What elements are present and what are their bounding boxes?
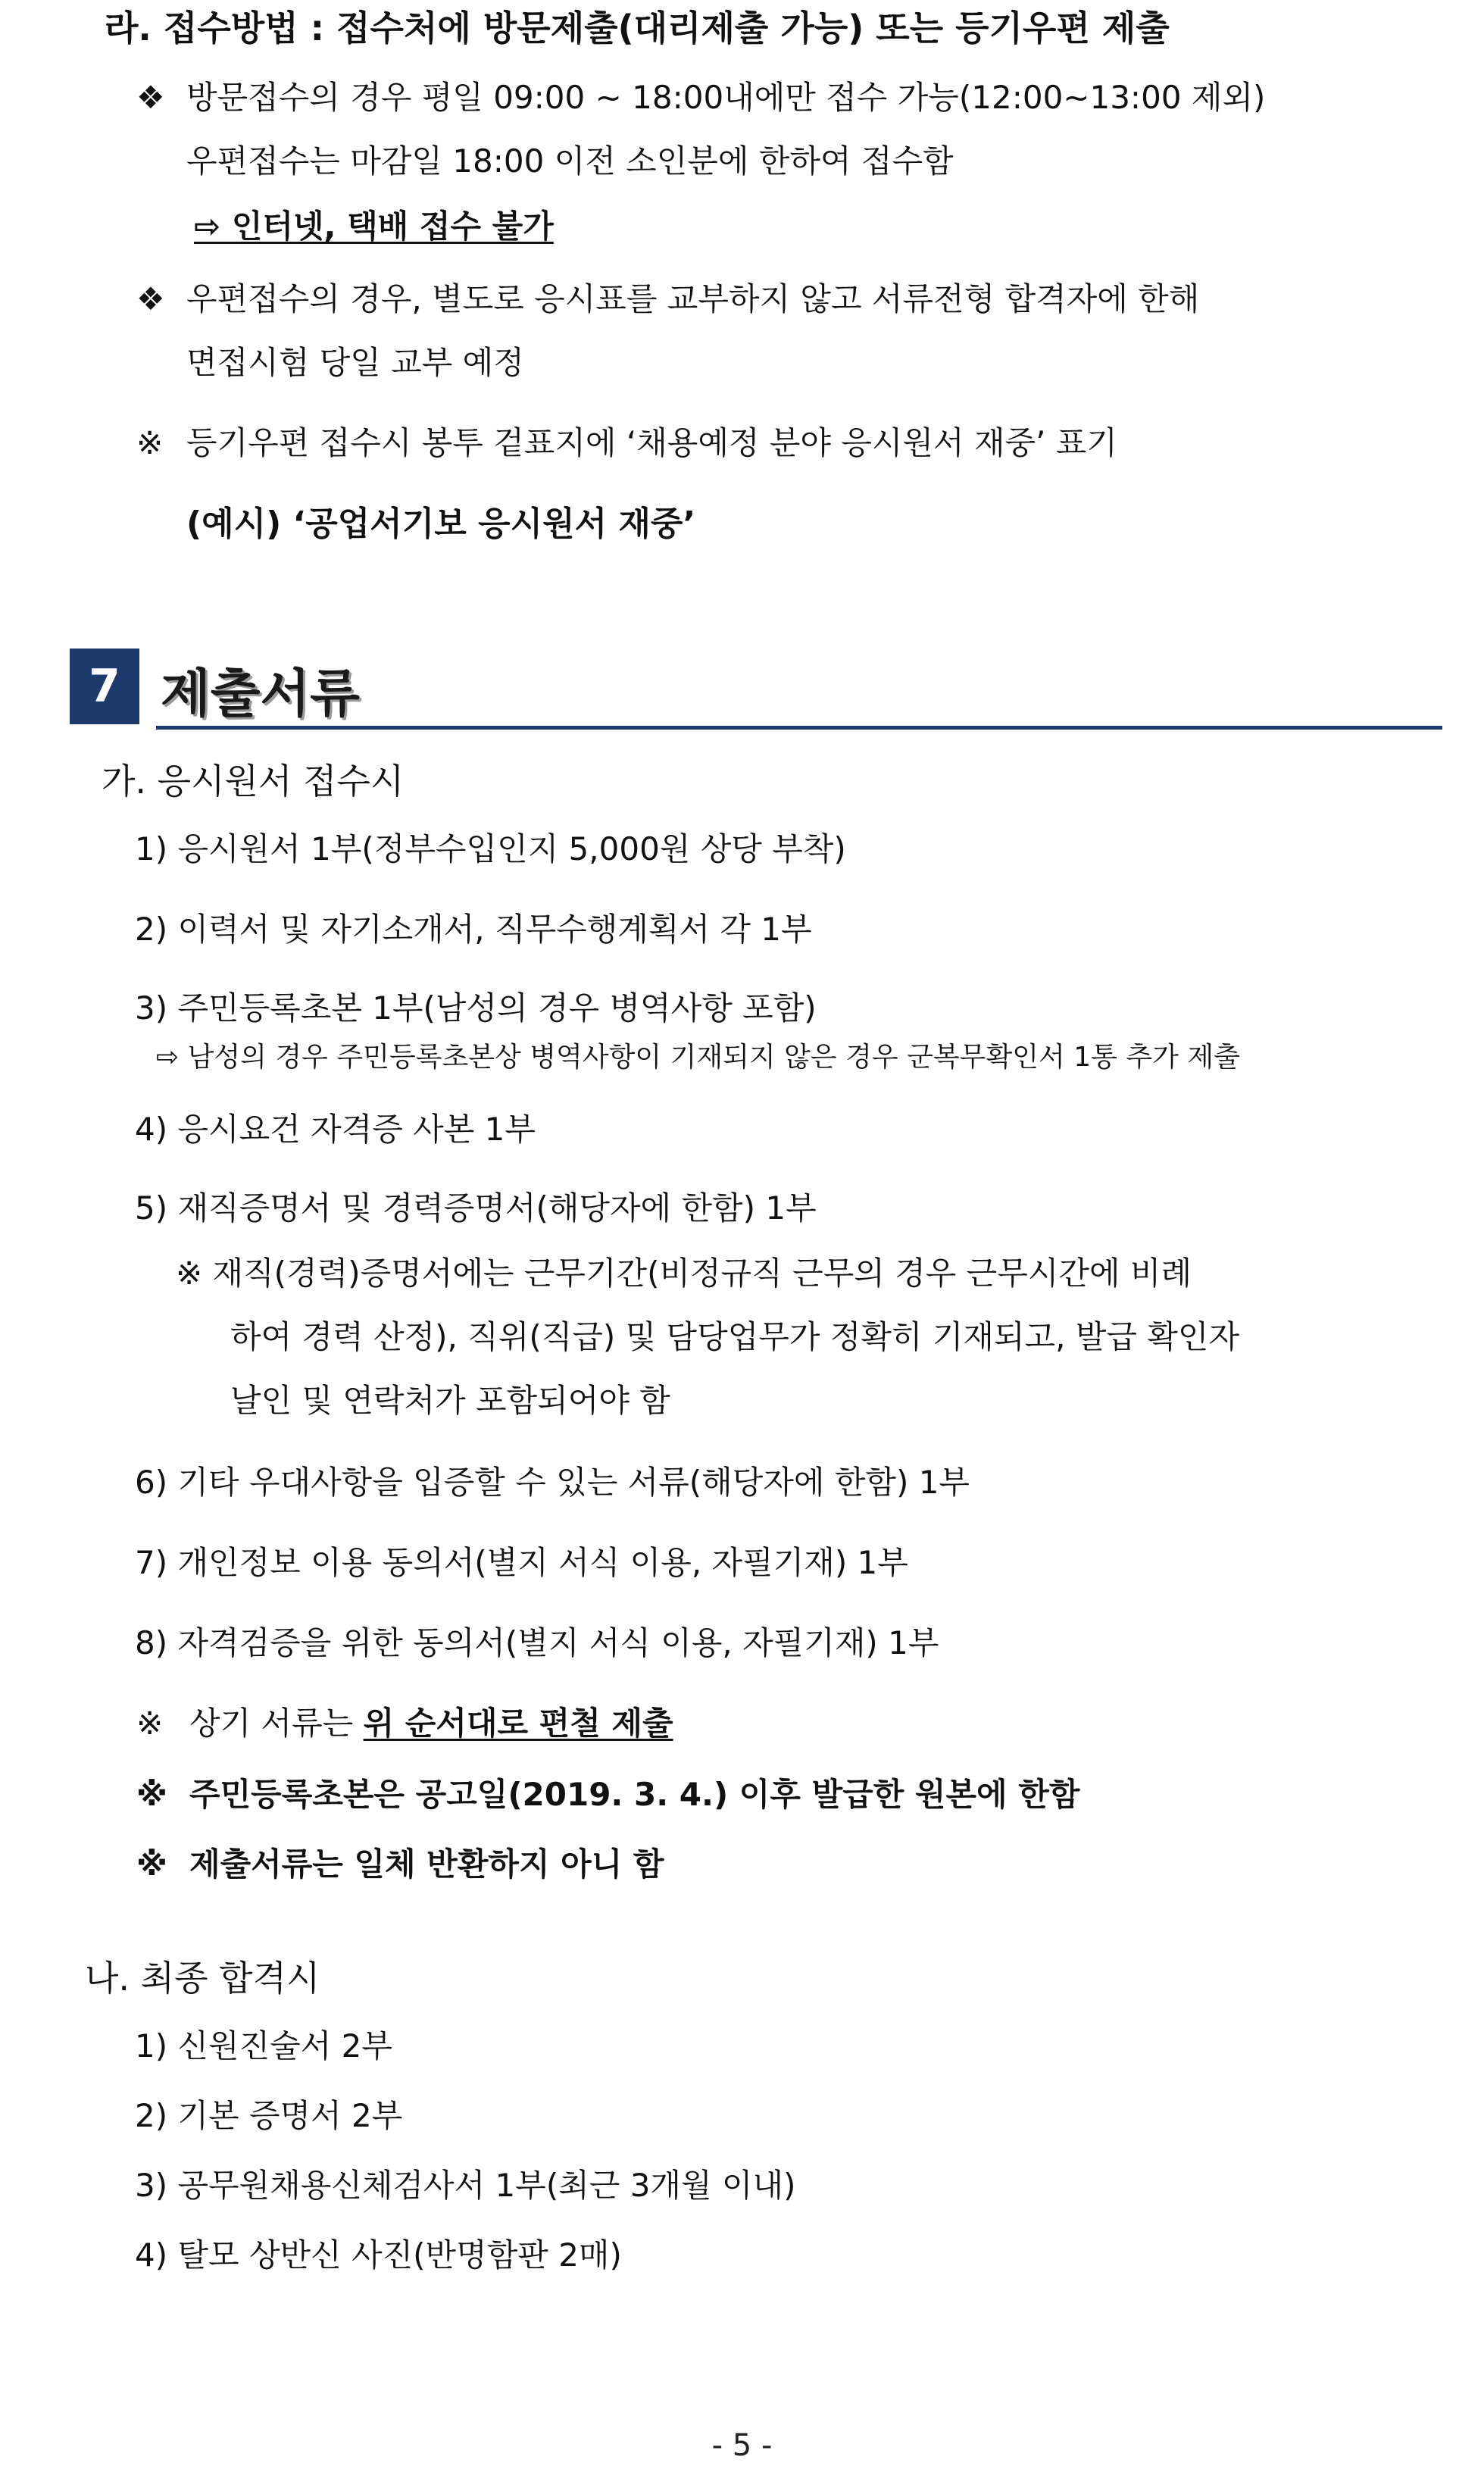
- bullet1-note: ⇨ 인터넷, 택배 접수 불가: [194, 208, 554, 245]
- list-item: 1) 신원진술서 2부: [135, 2027, 392, 2064]
- bullet-diamond-icon: ❖: [136, 79, 165, 116]
- notes-resident-copy: 주민등록초본은 공고일(2019. 3. 4.) 이후 발급한 원본에 한함: [189, 1776, 1080, 1813]
- bullet2-line1: 우편접수의 경우, 별도로 응시표를 교부하지 않고 서류전형 합격자에 한해: [186, 280, 1200, 317]
- notes-order-prefix: 상기 서류는: [189, 1705, 364, 1742]
- item5-note-line3: 날인 및 연락처가 포함되어야 함: [230, 1382, 670, 1419]
- bullet2-line2: 면접시험 당일 교부 예정: [186, 344, 524, 381]
- list-item: 2) 이력서 및 자기소개서, 직무수행계획서 각 1부: [135, 911, 812, 948]
- list-item: 8) 자격검증을 위한 동의서(별지 서식 이용, 자필기재) 1부: [135, 1624, 939, 1661]
- list-item: 6) 기타 우대사항을 입증할 수 있는 서류(해당자에 한함) 1부: [135, 1464, 970, 1501]
- reference-mark-icon: ※: [136, 1705, 164, 1742]
- section-title: 제출서류: [161, 664, 360, 724]
- registered-mail-note: 등기우편 접수시 봉투 겉표지에 ‘채용예정 분야 응시원서 재중’ 표기: [186, 424, 1117, 461]
- item3-note: ⇨ 남성의 경우 주민등록초본상 병역사항이 기재되지 않은 경우 군복무확인서 1통 추가 제출: [156, 1042, 1240, 1073]
- list-item: 4) 응시요건 자격증 사본 1부: [135, 1111, 536, 1148]
- section-ra-heading: 라. 접수방법 : 접수처에 방문제출(대리제출 가능) 또는 등기우편 제출: [105, 8, 1170, 48]
- notes-order-line: [189, 1705, 673, 1742]
- section-number-badge: 7: [70, 649, 139, 724]
- bullet1-line2: 우편접수는 마감일 18:00 이전 소인분에 한하여 접수함: [186, 142, 954, 180]
- bullet1-line1: 방문접수의 경우 평일 09:00 ~ 18:00내에만 접수 가능(12:00~13:00 제외): [186, 79, 1266, 116]
- list-item: 5) 재직증명서 및 경력증명서(해당자에 한함) 1부: [135, 1189, 817, 1227]
- section-title-rule: [156, 726, 1442, 730]
- reference-mark-icon: ※: [136, 1846, 167, 1883]
- bullet-diamond-icon: ❖: [136, 280, 165, 317]
- reference-mark-icon: ※: [136, 424, 164, 461]
- list-item: 3) 공무원채용신체검사서 1부(최근 3개월 이내): [135, 2167, 796, 2204]
- item5-note-line2: 하여 경력 산정), 직위(직급) 및 담당업무가 정확히 기재되고, 발급 확인자: [230, 1318, 1240, 1355]
- reference-mark-icon: ※: [136, 1776, 167, 1813]
- notes-order-emphasis: 위 순서대로 편철 제출: [363, 1705, 673, 1742]
- registered-mail-example: (예시) ‘공업서기보 응시원서 재중’: [186, 505, 696, 543]
- subsection-ga-heading: 가. 응시원서 접수시: [102, 761, 405, 802]
- list-item: 2) 기본 증명서 2부: [135, 2097, 403, 2134]
- list-item: 7) 개인정보 이용 동의서(별지 서식 이용, 자필기재) 1부: [135, 1544, 908, 1581]
- list-item: 4) 탈모 상반신 사진(반명함판 2매): [135, 2236, 622, 2274]
- subsection-na-heading: 나. 최종 합격시: [85, 1958, 320, 1999]
- item5-note-line1: ※ 재직(경력)증명서에는 근무기간(비정규직 근무의 경우 근무시간에 비례: [176, 1255, 1192, 1292]
- notes-no-return: 제출서류는 일체 반환하지 아니 함: [189, 1846, 664, 1883]
- list-item: 1) 응시원서 1부(정부수입인지 5,000원 상당 부착): [135, 830, 846, 867]
- list-item: 3) 주민등록초본 1부(남성의 경우 병역사항 포함): [135, 989, 817, 1027]
- page-number: - 5 -: [711, 2428, 773, 2463]
